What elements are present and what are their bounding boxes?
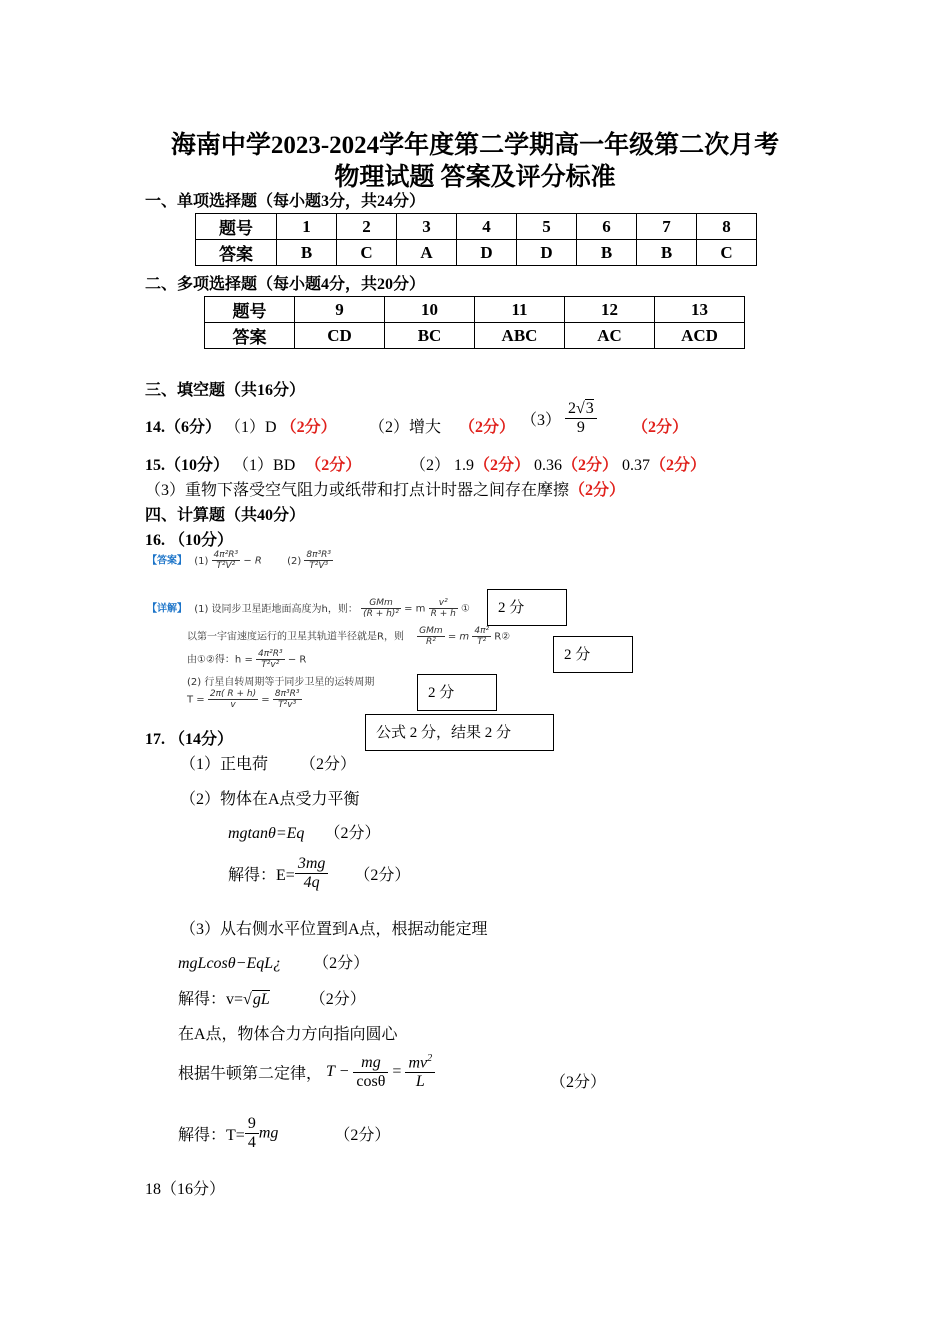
q16-answer-frac2: $\frac{\text{8π³R³}}{\text{T²V³}}$: [306, 550, 332, 571]
table-cell: 13: [655, 297, 745, 323]
table-label-question: 题号: [196, 214, 277, 240]
q17-eq1-line: [228, 820, 380, 843]
q15-part1: （1）BD: [233, 457, 296, 474]
page-title-line2: 物理试题 答案及评分标准: [334, 164, 616, 191]
q16-detail-l3: 由①②得：h =: [187, 654, 253, 666]
q14-frac-radicand: 3: [585, 400, 594, 417]
q16-detail-frac3: GMm R²: [419, 626, 443, 647]
q16-answer-tag: 【答案】: [147, 555, 187, 567]
q17-line6: 在A点，物体合力方向指向圆心: [178, 1026, 398, 1043]
q15-part5: （3）重物下落受空气阻力或纸带和打点计时器之间存在摩擦: [145, 482, 570, 499]
q16-detail-line4: (2) 行星自转周期等于同步卫星的运转周期: [187, 677, 375, 688]
q16-detail-frac5: $\frac{\text{4π²R³}}{\text{T²v²}}$: [258, 649, 283, 670]
table-cell: 4: [457, 214, 517, 240]
q17-l7-frac2: [405, 1053, 435, 1091]
q17-l7-n1: mg: [353, 1054, 388, 1073]
table-cell: 1: [277, 214, 337, 240]
q17-l7-score-wrap: [550, 1069, 606, 1092]
q16-detail-line5: T = $\frac{2\pi( R + h)}{v}$ = $\frac{\text{8π³R³}}{\text{T²v³}}$: [187, 689, 300, 710]
q17-eq1: mgtanθ=Eq: [228, 825, 305, 842]
table-cell: 5: [517, 214, 577, 240]
q16-detail-frac2: $\frac{\text{v²}}{R + h}$: [430, 598, 456, 619]
q16-detail-line3: [187, 649, 306, 670]
q17-E-den: 4q: [303, 874, 320, 891]
table-cell: 12: [565, 297, 655, 323]
q17-line4: （3）从右侧水平位置到A点，根据动能定理: [180, 921, 488, 938]
table-label-question: 题号: [205, 297, 295, 323]
q17-l7-eq: =: [392, 1063, 402, 1081]
q16-detail-l2-circle: R②: [494, 631, 511, 643]
table-cell: C: [697, 240, 757, 266]
q16-answer-p2: (2): [287, 555, 302, 567]
q17-E-fraction: [295, 855, 329, 892]
q15-part4: 0.37: [622, 457, 651, 474]
table-label-answer: 答案: [205, 323, 295, 349]
table-cell: 2: [337, 214, 397, 240]
q15-part2: （2） 1.9: [410, 457, 475, 474]
q14-part2-wrap: [369, 414, 441, 437]
table-cell: B: [577, 240, 637, 266]
q17-l7-n2: mv: [408, 1054, 428, 1072]
table-cell: ACD: [655, 323, 745, 349]
q16-detail-l3-tail: − R: [287, 654, 307, 666]
q14-part3-wrap: [521, 400, 597, 437]
q14-frac-den: 9: [576, 419, 585, 436]
q15-line1b: [410, 452, 706, 475]
table-cell: 8: [697, 214, 757, 240]
table-label-answer: 答案: [196, 240, 277, 266]
table-cell: 3: [397, 214, 457, 240]
q14-score2-wrap: [459, 414, 515, 437]
q17-T-fraction: [245, 1115, 259, 1152]
q17-l1: （1）正电荷: [180, 756, 269, 773]
q15-score3: （2分）: [562, 457, 619, 474]
q17-l5a: 解得：v=: [178, 991, 244, 1008]
q15-score1: （2分）: [305, 457, 362, 474]
q14-score3: （2分）: [632, 419, 689, 436]
q17-eq2: mgLcosθ−EqL¿: [178, 955, 282, 972]
score-box-4: 公式 2 分，结果 2 分: [365, 714, 554, 751]
q17-l1-score: （2分）: [300, 756, 357, 773]
section2-heading: 二、多项选择题（每小题4分，共20分）: [145, 276, 426, 293]
table-cell: C: [337, 240, 397, 266]
q17-line8: [178, 1115, 390, 1152]
q17-l7-n2-sup: 2: [427, 1053, 433, 1064]
table-cell: 7: [637, 214, 697, 240]
q17-eq2-line: [178, 950, 369, 973]
q17-l7-d2: L: [415, 1073, 425, 1091]
q17-line7: [178, 1053, 435, 1091]
q14-fraction: $\frac{2√3}{9}$: [565, 400, 597, 437]
page-title-line1: 海南中学2023-2024学年度第二学期高一年级第二次月考: [170, 132, 780, 159]
q17-l7-d1: cosθ: [356, 1072, 386, 1090]
q17-line5: 解得：v=√gL （2分）: [178, 991, 366, 1008]
q14-score1: （2分）: [280, 419, 337, 436]
q16-detail-line1: [147, 598, 470, 619]
q15-line2: [145, 477, 625, 500]
q15-score4: （2分）: [650, 457, 707, 474]
q16-detail-l5: T =: [187, 694, 205, 706]
score-box-1: 2 分: [487, 589, 567, 626]
q16-detail-l2: 以第一宇宙速度运行的卫星其轨道半径就是R，则: [187, 631, 404, 643]
q15-part3: 0.36: [534, 457, 563, 474]
q14-score3-wrap: [632, 414, 688, 437]
table-cell: BC: [385, 323, 475, 349]
q16-detail-frac7: $\frac{\text{8π³R³}}{\text{T²v³}}$: [274, 689, 300, 710]
single-choice-table: [195, 213, 757, 266]
q14-number: 14.（6分）: [145, 419, 222, 436]
q17-T-den: 4: [247, 1134, 256, 1151]
q15-number: 15.（10分）: [145, 457, 230, 474]
q16-detail-frac4: $\frac{\text{4π²}}{\text{T²}}$: [474, 626, 490, 647]
section3-heading: 三、填空题（共16分）: [145, 382, 306, 399]
q16-detail-tag: 【详解】: [147, 603, 187, 615]
q16-detail-frac6: $\frac{2\pi( R + h)}{v}$: [209, 689, 257, 710]
q15-score2: （2分）: [474, 457, 531, 474]
q14-score2: （2分）: [459, 419, 516, 436]
q16-number: 16. （10分）: [145, 532, 234, 549]
q17-number: 17. （14分）: [145, 731, 234, 748]
section4-heading: 四、计算题（共40分）: [145, 507, 306, 524]
q17-l7a: 根据牛顿第二定律，: [178, 1065, 323, 1083]
q17-eq2-score: （2分）: [313, 955, 370, 972]
q14-part2: （2）增大: [369, 419, 442, 436]
q17-l7-T: T −: [326, 1063, 350, 1081]
table-cell: CD: [295, 323, 385, 349]
q16-detail-l1-tail: = m: [404, 603, 426, 615]
table-cell: 11: [475, 297, 565, 323]
q17-eq1-score: （2分）: [324, 825, 381, 842]
q14-part1: （1）D: [225, 419, 277, 436]
q16-answer-line: 【答案】 (1) $\frac{\text{4π²R³}}{\text{T²V²}}$ − R (2) $\frac{\text{8π³R³}}{\text{T²V³}}$: [147, 550, 332, 571]
q14-line: [145, 414, 337, 437]
table-cell: D: [457, 240, 517, 266]
q17-l3-score: （2分）: [354, 867, 411, 884]
q17-line2: （2）物体在A点受力平衡: [180, 791, 360, 808]
q17-T-num: 9: [245, 1115, 259, 1134]
q17-line1: [180, 751, 356, 774]
table-cell: B: [277, 240, 337, 266]
q17-E-num: 3mg: [295, 855, 329, 874]
q18-number: 18（16分）: [145, 1181, 226, 1198]
table-cell: A: [397, 240, 457, 266]
q16-detail-frac1: GMm (R + h)²: [363, 598, 399, 619]
q17-line3: [228, 855, 410, 892]
table-cell: 10: [385, 297, 475, 323]
table-cell: 6: [577, 214, 637, 240]
table-cell: ABC: [475, 323, 565, 349]
table-cell: B: [637, 240, 697, 266]
q17-l5-score: （2分）: [309, 991, 366, 1008]
q14-part3: （3）: [521, 412, 562, 429]
q17-v-radicand: gL: [252, 991, 270, 1008]
table-cell: AC: [565, 323, 655, 349]
q16-detail-line2: 以第一宇宙速度运行的卫星其轨道半径就是R，则 GMm R² = m $\frac{\text{4π²}}{\text{T²}}$ R②: [187, 626, 511, 647]
q16-answer-p1: (1): [194, 555, 209, 567]
q16-answer-frac1: $\frac{\text{4π²R³}}{\text{T²V²}}$: [213, 550, 239, 571]
q17-l3a: 解得：E=: [228, 867, 295, 884]
score-box-2: 2 分: [553, 636, 633, 673]
q16-detail-l1: (1) 设同步卫星距地面高度为h，则：: [194, 603, 358, 615]
q15-score5: （2分）: [569, 482, 626, 499]
q17-T-tail: mg: [258, 1124, 279, 1142]
q17-l7-frac1: [353, 1054, 388, 1091]
multi-choice-table: [204, 296, 745, 349]
score-box-3: 2 分: [417, 674, 497, 711]
q14-frac-coef: 2: [568, 400, 577, 417]
q17-l7-score: （2分）: [550, 1074, 607, 1091]
q17-l8-score: （2分）: [334, 1127, 391, 1144]
section1-heading: 一、单项选择题（每小题3分，共24分）: [145, 193, 426, 210]
q16-detail-l1-circle: ①: [461, 603, 470, 615]
table-cell: 9: [295, 297, 385, 323]
table-cell: D: [517, 240, 577, 266]
q17-l8a: 解得：T=: [178, 1127, 245, 1144]
q15-line1: [145, 452, 361, 475]
